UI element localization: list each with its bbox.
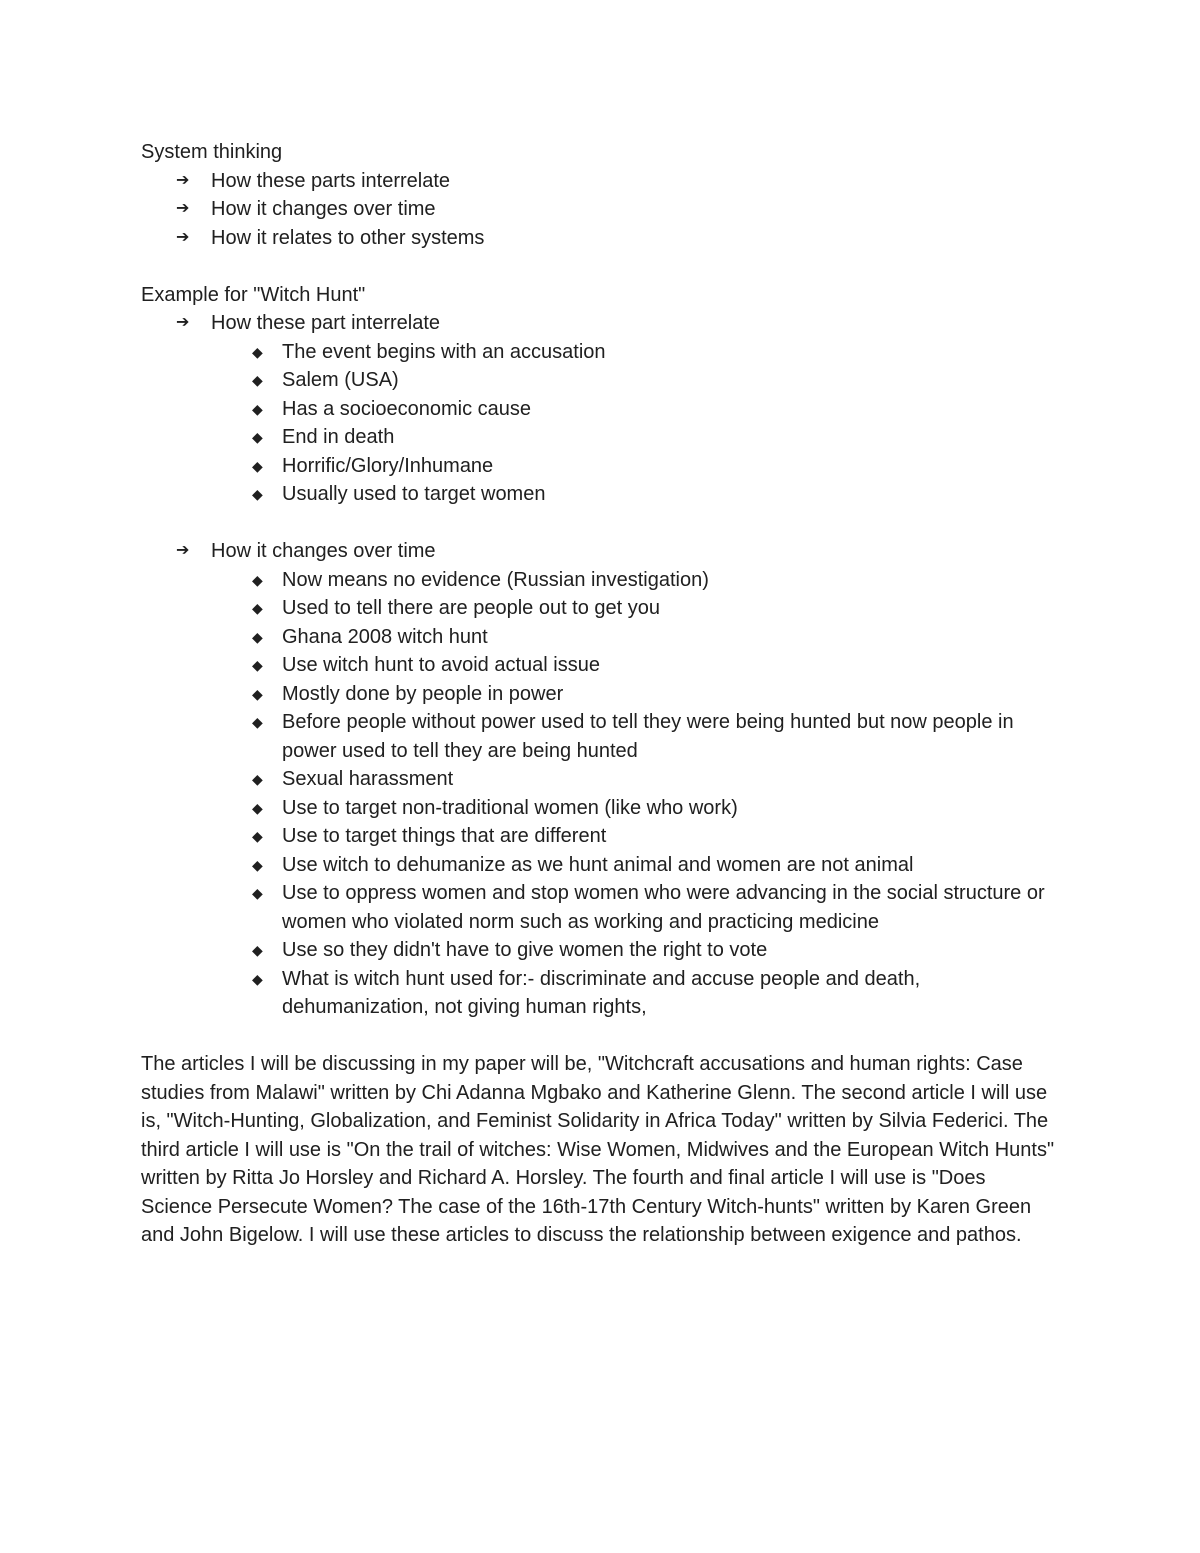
- list-item: ➔ How these parts interrelate: [141, 167, 1061, 196]
- diamond-bullet-icon: ◆: [252, 885, 263, 901]
- sub-list-item: ◆ What is witch hunt used for:- discriminate and accuse people and death, dehumanization, not giving human rights,: [141, 965, 1061, 1022]
- changes-over-time-list: [141, 537, 1061, 1022]
- diamond-bullet-icon: ◆: [252, 429, 263, 445]
- diamond-bullet-icon: ◆: [252, 400, 263, 417]
- diamond-bullet-icon: ◆: [252, 657, 263, 673]
- diamond-bullet-icon: ◆: [252, 828, 263, 844]
- diamond-bullet-icon: ◆: [252, 970, 263, 987]
- sub-list-item: ◆ Use so they didn't have to give women the right to vote: [141, 936, 1061, 965]
- diamond-bullet-icon: ◆: [252, 372, 263, 388]
- sub-list-item: ◆ Use to target non-traditional women (like who work): [141, 794, 1061, 823]
- arrow-bullet-icon: ➔: [176, 314, 190, 331]
- arrow-bullet-icon: ➔: [176, 171, 190, 189]
- sub-list-item: ◆ Horrific/Glory/Inhumane: [141, 452, 1061, 481]
- diamond-bullet-icon: ◆: [252, 571, 263, 588]
- diamond-bullet-icon: ◆: [252, 714, 263, 730]
- sub-list-item: ◆ Use to oppress women and stop women who were advancing in the social structure or women who violated norm such as working and practicing medicine: [141, 879, 1061, 936]
- arrow-bullet-icon: ➔: [176, 200, 190, 217]
- list-item: ➔ How it changes over time: [141, 537, 1061, 566]
- sub-list-item: ◆ Mostly done by people in power: [141, 680, 1061, 709]
- diamond-bullet-icon: ◆: [252, 600, 263, 616]
- section-heading-system-thinking: System thinking: [141, 141, 283, 163]
- diamond-bullet-icon: ◆: [252, 942, 263, 958]
- sub-list-item: ◆ Used to tell there are people out to get you: [141, 594, 1061, 623]
- witch-hunt-list: [141, 309, 1061, 509]
- arrow-bullet-icon: ➔: [176, 542, 190, 559]
- sub-list-item: ◆ Usually used to target women: [141, 480, 1061, 509]
- sub-list-item: ◆ Now means no evidence (Russian investigation): [141, 566, 1061, 595]
- diamond-bullet-icon: ◆: [252, 799, 263, 816]
- sub-list-item: ◆ End in death: [141, 423, 1061, 452]
- list-item: ➔ How these part interrelate: [141, 309, 1061, 338]
- sub-list-item: ◆ Has a socioeconomic cause: [141, 395, 1061, 424]
- sub-list-item: ◆ Use witch hunt to avoid actual issue: [141, 651, 1061, 680]
- diamond-bullet-icon: ◆: [252, 628, 263, 645]
- sub-list-item: ◆ The event begins with an accusation: [141, 338, 1061, 367]
- spacer: [141, 252, 1061, 281]
- diamond-bullet-icon: ◆: [252, 486, 263, 502]
- section-heading-witch-hunt-example: Example for "Witch Hunt": [141, 283, 366, 306]
- diamond-bullet-icon: ◆: [252, 771, 263, 787]
- sub-list-item: ◆ Sexual harassment: [141, 765, 1061, 794]
- sub-list-item: ◆ Salem (USA): [141, 366, 1061, 395]
- sub-list-item: ◆ Use witch to dehumanize as we hunt animal and women are not animal: [141, 851, 1061, 880]
- diamond-bullet-icon: ◆: [252, 457, 263, 474]
- arrow-bullet-icon: ➔: [176, 228, 190, 246]
- diamond-bullet-icon: ◆: [252, 856, 263, 873]
- spacer: [141, 1022, 1061, 1051]
- diamond-bullet-icon: ◆: [252, 685, 263, 702]
- list-item: ➔ How it relates to other systems: [141, 224, 1061, 253]
- sub-list-item: ◆ Use to target things that are different: [141, 822, 1061, 851]
- document-page: [141, 138, 1061, 1250]
- sub-list-item: ◆ Before people without power used to tell they were being hunted but now people in power used to tell they are being hunted: [141, 708, 1061, 765]
- spacer: [141, 509, 1061, 538]
- sub-list-item: ◆ Ghana 2008 witch hunt: [141, 623, 1061, 652]
- articles-paragraph: The articles I will be discussing in my paper will be, "Witchcraft accusations and human rights: Case studies from Malawi" written by Chi Adanna Mgbako and Katherine Glenn. The second article I will use is, "Witch-Hunting, Globalization, and Feminist Solidarity in Africa Today" written by Silvia Federici. The third article I will use is "On the trail of witches: Wise Women, Midwives and the European Witch Hunts" written by Ritta Jo Horsley and Richard A. Horsley. The fourth and final article I will use is "Does Science Persecute Women? The case of the 16th-17th Century Witch-hunts" written by Karen Green and John Bigelow. I will use these articles to discuss the relationship between exigence and pathos.: [141, 1053, 1055, 1246]
- diamond-bullet-icon: ◆: [252, 343, 263, 360]
- list-item: ➔ How it changes over time: [141, 195, 1061, 224]
- system-thinking-list: [141, 167, 1061, 253]
